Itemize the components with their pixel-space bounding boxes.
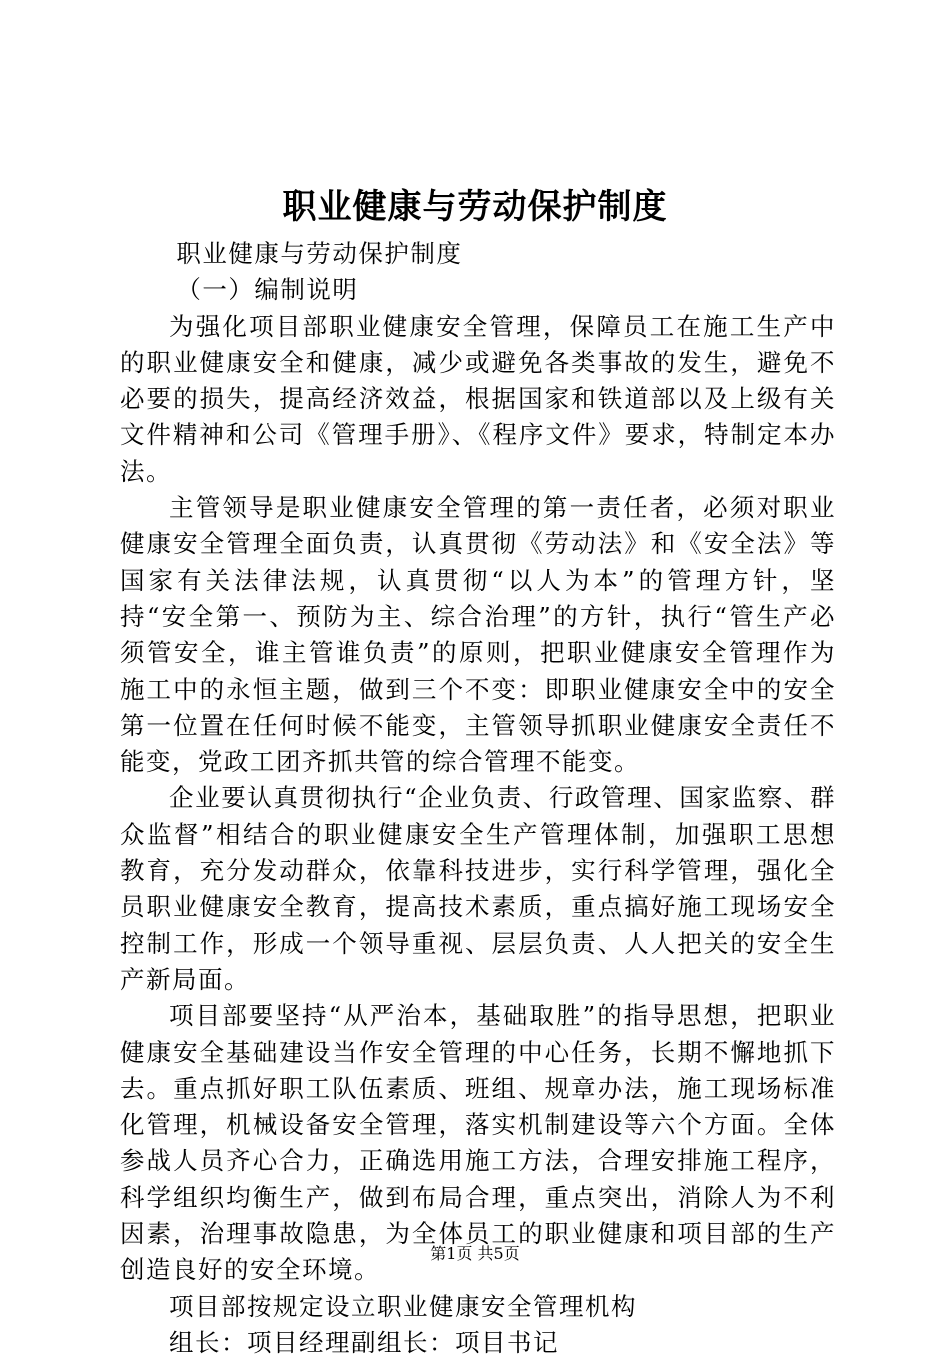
document-body [120, 236, 836, 1361]
document-title: 职业健康与劳动保护制度 [282, 187, 668, 227]
paragraph: 主管领导是职业健康安全管理的第一责任者，必须对职业健康安全管理全面负责，认真贯彻《劳动法》和《安全法》等国家有关法律法规，认真贯彻“以人为本”的管理方针，坚持“安全第一、预防为主、综合治理”的方针，执行“管生产必须管安全，谁主管谁负责”的原则，把职业健康安全管理作为施工中的永恒主题，做到三个不变：即职业健康安全中的安全第一位置在任何时候不能变，主管领导抓职业健康安全责任不能变，党政工团齐抓共管的综合管理不能变。 [120, 493, 836, 777]
document-subtitle: 职业健康与劳动保护制度 [176, 239, 463, 268]
paragraph: 企业要认真贯彻执行“企业负责、行政管理、国家监察、群众监督”相结合的职业健康安全生产管理体制，加强职工思想教育，充分发动群众，依靠科技进步，实行科学管理，强化全员职业健康安全教育，提高技术素质，重点搞好施工现场安全控制工作，形成一个领导重视、层层负责、人人把关的安全生产新局面。 [120, 783, 836, 994]
page-footer: 第1页 共5页 [430, 1244, 520, 1263]
paragraph: 为强化项目部职业健康安全管理，保障员工在施工生产中的职业健康安全和健康，减少或避免各类事故的发生，避免不必要的损失，提高经济效益，根据国家和铁道部以及上级有关文件精神和公司《管理手册》、《程序文件》要求，特制定本办法。 [120, 311, 836, 486]
paragraph: 组长：项目经理副组长：项目书记 [169, 1327, 559, 1357]
section-heading: （一）编制说明 [176, 275, 359, 305]
paragraph: 项目部按规定设立职业健康安全管理机构 [169, 1291, 637, 1321]
paragraph: 项目部要坚持“从严治本，基础取胜”的指导思想，把职业健康安全基础建设当作安全管理的中心任务，长期不懈地抓下去。重点抓好职工队伍素质、班组、规章办法，施工现场标准化管理，机械设备安全管理，落实机制建设等六个方面。全体参战人员齐心合力，正确选用施工方法，合理安排施工程序，科学组织均衡生产，做到布局合理，重点突出，消除人为不利因素，治理事故隐患，为全体员工的职业健康和项目部的生产创造良好的安全环境。 [120, 1001, 836, 1285]
